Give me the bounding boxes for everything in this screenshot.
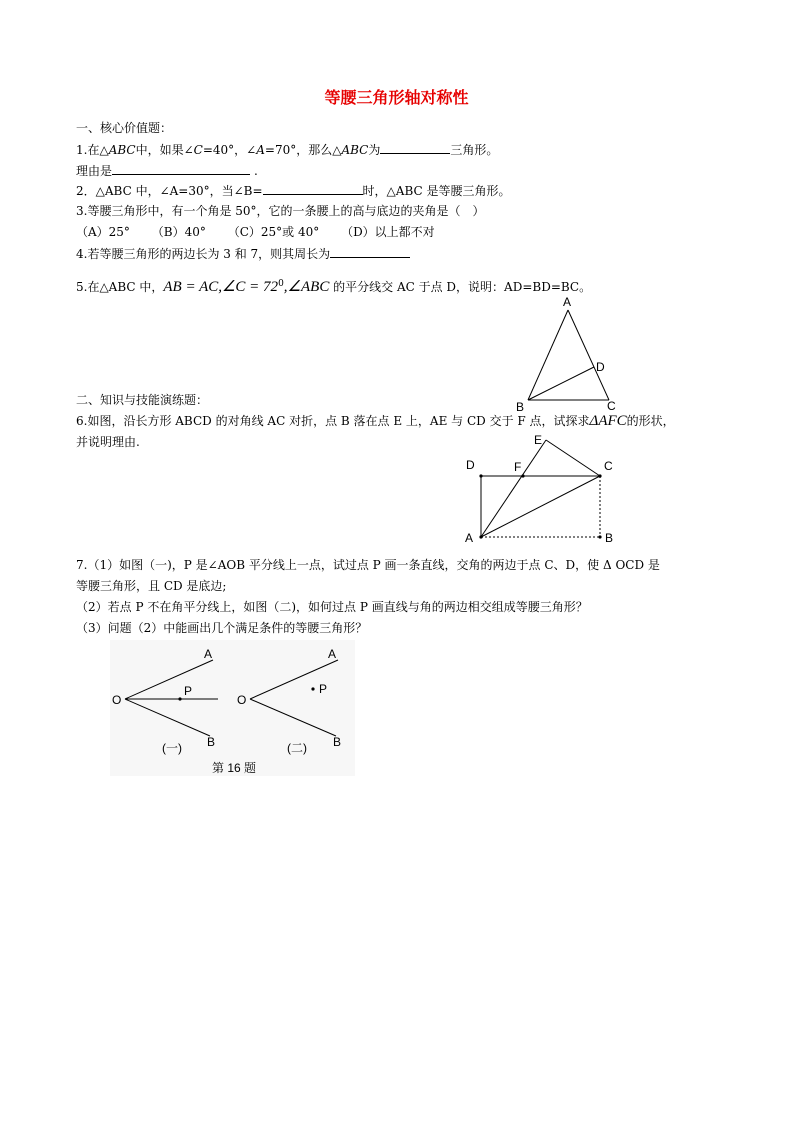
q2-answer-blank[interactable] [263,182,363,195]
fig5-label-d: D [596,360,605,374]
fig7-1-label-a: A [204,647,213,661]
fig5-label-b: B [516,400,525,414]
question-7-line-3: （2）若点 P 不在角平分线上，如图（二)，如何过点 P 画直线与角的两边相交组成等腰三角形？ [76,600,588,614]
q1-text-d: =40°，∠ [202,143,257,157]
q1-answer-blank[interactable] [380,141,450,154]
fig7-label: 第 16 题 [212,761,257,775]
question-6 [76,412,675,430]
fig6-line-ae [481,440,546,537]
q1-triangle: ABC [108,143,136,157]
fig7-2-label-p: P [319,682,328,696]
question-5 [76,275,591,296]
fig6-label-d: D [466,458,475,472]
q1-text-a: 1.在△ [76,143,109,157]
q4-answer-blank[interactable] [330,245,410,258]
question-4 [76,245,410,262]
q1-reason-end: . [254,164,258,178]
question-1-reason [76,162,258,179]
figure-7-angles [110,640,360,780]
fig7-1-point-p [178,697,181,700]
q3-option-b[interactable]: （B）40° [151,225,206,239]
q2-text-b: 时，△ABC 是等腰三角形。 [362,184,511,198]
fig6-label-e: E [534,433,543,447]
fig7-1-label-p: P [184,684,193,698]
q5-math: AB = AC,∠C = 72 [163,279,279,295]
fig6-point-b [598,535,601,538]
figure-5-triangle [510,295,620,415]
question-7-line-4: （3）问题（2）中能画出几个满足条件的等腰三角形？ [76,621,368,635]
fig7-2-label-o: O [237,693,247,707]
q1-text-h: 三角形。 [450,143,499,157]
q3-option-d[interactable]: （D）以上都不对 [341,225,435,239]
q1-text-g: 为 [368,143,381,157]
fig6-line-ec [546,440,600,476]
question-1 [76,141,498,158]
q6-text-a: 6.如图，沿长方形 ABCD 的对角线 AC 对折，点 B 落在点 E 上，AE 与 CD 交于 F 点，试探求 [76,414,590,428]
fig7-2-label-a: A [328,647,337,661]
question-3: 3.等腰三角形中，有一个角是 50°，它的一条腰上的高与底边的夹角是（ ） [76,204,485,218]
question-7-line-2: 等腰三角形，且 CD 是底边; [76,579,227,593]
fig5-side-ac [568,310,609,400]
fig7-1-caption: (一) [162,741,182,755]
fig6-label-b: B [605,531,614,545]
fig7-1-label-b: B [207,735,216,749]
fig5-label-a: A [563,295,572,309]
q1-reason-label: 理由是 [76,164,113,178]
fig7-1-label-o: O [112,693,122,707]
fig6-diagonal-ac [481,476,600,537]
q5-degree: 0 [278,279,284,289]
fig5-bisector-bd [528,367,594,400]
q3-option-c[interactable]: （C）25°或 40° [227,225,320,239]
fig6-point-a [479,535,482,538]
q1-text-b: 中，如果∠ [135,143,194,157]
q1-triangle-2: ABC [341,143,369,157]
fig6-label-f: F [514,460,522,474]
q6-math: ΔAFC [589,413,627,429]
q1-angle-c: C [193,143,203,157]
fig6-point-d [479,474,482,477]
fig6-point-c [598,474,601,477]
fig7-2-label-b: B [333,735,342,749]
q3-option-a[interactable]: （A）25° [76,225,130,239]
fig6-label-c: C [604,459,613,473]
q6-text-b: 的形状， [626,414,675,428]
question-6-line-2: 并说明理由. [76,435,140,449]
question-3-options [76,224,435,240]
q4-text: 4.若等腰三角形的两边长为 3 和 7，则其周长为 [76,247,331,261]
q5-math-2: ,∠ABC [283,279,330,295]
q2-text-a: 2．△ABC 中，∠A=30°，当∠B= [76,184,263,198]
q1-reason-blank[interactable] [112,162,250,175]
q5-text-b: 的平分线交 AC 于点 D，说明：AD=BD=BC。 [329,280,592,294]
fig6-point-f [521,474,524,477]
fig7-2-caption: (二) [287,741,307,755]
figure-6-rectangle [460,430,620,550]
section-2-heading: 二、知识与技能演练题： [76,393,209,407]
fig7-2-point-p [311,687,314,690]
question-2 [76,182,510,199]
fig5-side-ab [528,310,568,400]
page-title: 等腰三角形轴对称性 [324,88,469,107]
q5-text-a: 5.在△ABC 中， [76,280,164,294]
section-1-heading: 一、核心价值题： [76,121,173,135]
fig5-label-c: C [607,399,616,413]
fig6-label-a: A [465,531,474,545]
q1-text-f: =70°，那么△ [264,143,342,157]
q1-angle-a: A [256,143,265,157]
question-7-line-1: 7.（1）如图（一)，P 是∠AOB 平分线上一点，试过点 P 画一条直线，交角的两边于点 C、D，使 Δ OCD 是 [76,558,660,572]
